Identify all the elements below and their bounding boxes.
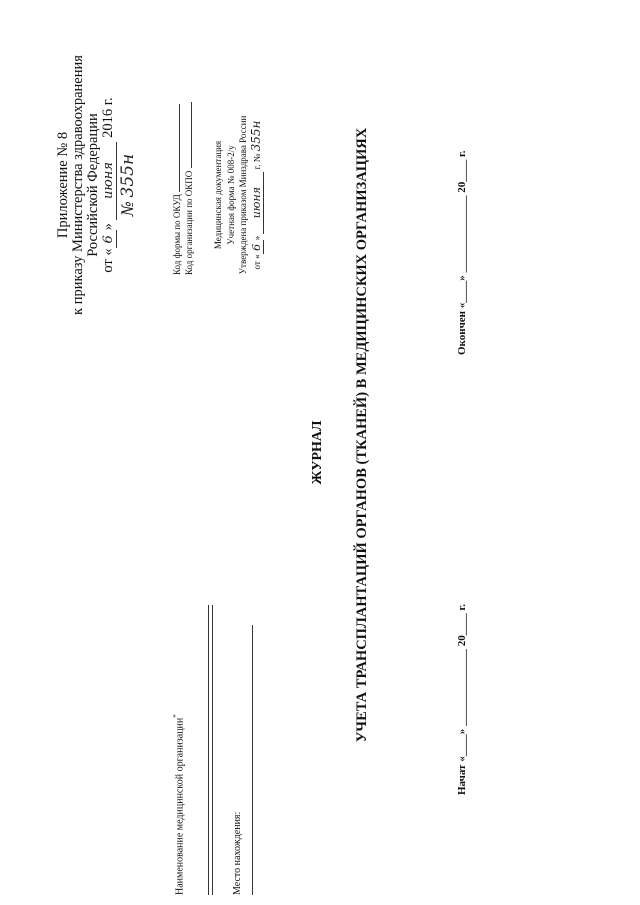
okud-label: Код формы по ОКУД — [172, 194, 182, 275]
appendix-number-line — [120, 25, 137, 345]
med-doc-line3: Утверждена приказом Минздрава России — [238, 115, 248, 275]
appendix-block — [56, 25, 137, 345]
okpo-label: Код организации по ОКПО — [184, 170, 194, 275]
appendix-date-prefix: от « — [100, 248, 116, 273]
appendix-day: 6 — [101, 230, 117, 248]
location-line[interactable] — [252, 625, 253, 895]
started-date-line[interactable]: Начат «____» ______________ 20____ г. — [456, 604, 468, 795]
med-doc-line2: Учетная форма № 008-2/у — [225, 145, 236, 245]
appendix-date-line — [101, 25, 117, 345]
okpo-row — [182, 102, 194, 275]
okud-row — [170, 104, 182, 275]
med-doc-month: июня — [251, 172, 265, 234]
med-doc-line1: Медицинская документация — [213, 140, 223, 250]
appendix-federation-line: Российской Федерации — [85, 113, 101, 257]
appendix-month: июня — [101, 142, 117, 220]
org-name-line-2[interactable] — [212, 605, 213, 895]
med-doc-number-prefix: г. № — [251, 153, 262, 170]
appendix-number: Приложение № 8 — [55, 131, 71, 239]
appendix-year: 2016 г. — [100, 97, 116, 138]
appendix-number-sign: № — [118, 201, 137, 217]
med-doc-number-value: 355н — [248, 120, 263, 152]
med-doc-date-mid: » — [251, 235, 262, 241]
location-label: Место нахождения: — [232, 811, 243, 895]
med-doc-line4 — [250, 45, 265, 345]
med-doc-date-prefix: от « — [251, 254, 262, 270]
appendix-order-line: к приказу Министерства здравоохранения — [70, 55, 86, 315]
journal-subheading: УЧЕТА ТРАНСПЛАНТАЦИЙ ОРГАНОВ (ТКАНЕЙ) В МЕДИЦИНСКИХ ОРГАНИЗАЦИЯХ — [354, 127, 370, 743]
okud-field[interactable] — [170, 104, 180, 192]
okpo-field[interactable] — [182, 102, 192, 168]
finished-date-line[interactable]: Окончен «____» ______________ 20____ г. — [456, 150, 468, 355]
appendix-number-value: 355н — [118, 153, 138, 198]
appendix-date-mid: » — [100, 223, 116, 231]
med-doc-block — [212, 45, 264, 345]
med-doc-day: 6 — [251, 240, 265, 254]
org-name-mark: * — [172, 714, 180, 718]
org-name-label: Наименование медицинской организации* — [172, 714, 186, 895]
org-name-line-1[interactable] — [208, 605, 209, 895]
journal-heading: ЖУРНАЛ — [310, 420, 325, 485]
